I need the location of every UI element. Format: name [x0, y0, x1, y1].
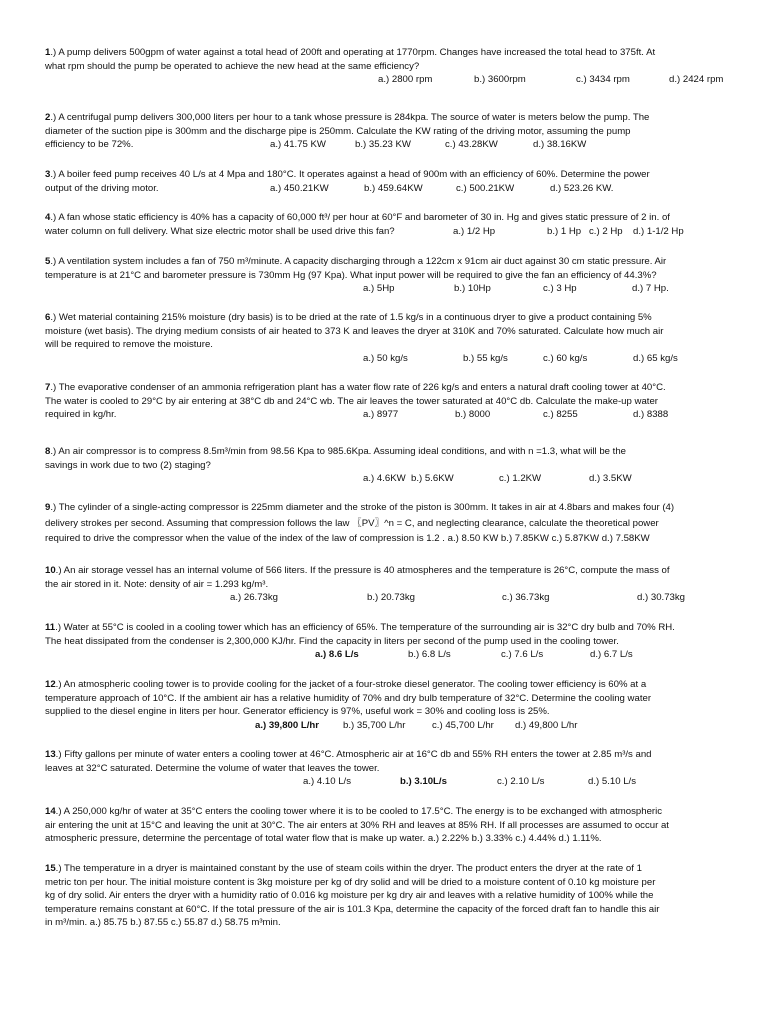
answer-choices — [45, 472, 725, 486]
question-6 — [45, 311, 725, 365]
choice-b: b.) 35,700 L/hr — [343, 719, 406, 731]
choice-b: b.) 3.10L/s — [400, 776, 447, 788]
choice-d: d.) 6.7 L/s — [590, 649, 633, 661]
choice-b: b.) 35.23 KW — [355, 139, 411, 151]
question-text: will be required to remove the moisture. — [45, 339, 213, 351]
question-text: diameter of the suction pipe is 300mm and the discharge pipe is 250mm. Calculate the KW rating of the driving motor, assuming the pump — [45, 125, 631, 137]
question-text: .) Water at 55°C is cooled in a cooling tower which has an efficiency of 65%. The temperature of the surrounding air is 32°C dry bulb and 70% RH. — [55, 622, 675, 633]
question-text: .) An air compressor is to compress 8.5m³/min from 98.56 Kpa to 985.6Kpa. Assuming ideal conditions, and with n =1.3, what will be the — [50, 446, 626, 457]
question-13 — [45, 748, 725, 789]
choice-d: d.) 3.5KW — [589, 473, 632, 485]
choice-a: a.) 2800 rpm — [378, 74, 433, 86]
question-number: 4 — [45, 212, 51, 223]
choice-c: c.) 8255 — [543, 409, 578, 421]
choice-a: a.) 450.21KW — [270, 182, 329, 194]
question-text: .) A centrifugal pump delivers 300,000 liters per hour to a tank whose pressure is 284kpa. The source of water is meters below the pump. The — [50, 112, 650, 123]
choice-a: a.) 39,800 L/hr — [255, 719, 319, 731]
question-text: .) A boiler feed pump receives 40 L/s at 4 Mpa and 180°C. It operates against a head of 900m with an efficiency of 60%. Determine the power — [50, 169, 650, 180]
question-text: .) The cylinder of a single-acting compressor is 225mm diameter and the stroke of the piston is 300mm. It takes in air at 4.8bars and makes four (4) — [50, 502, 675, 513]
choice-a: a.) 1/2 Hp — [453, 225, 496, 237]
choice-b: b.) 55 kg/s — [463, 352, 508, 364]
question-number: 5 — [45, 256, 51, 267]
question-number: 10 — [45, 565, 56, 576]
answer-choices — [45, 282, 725, 296]
question-2 — [45, 111, 725, 152]
choice-c: c.) 45,700 L/hr — [432, 719, 494, 731]
choice-d: d.) 523.26 KW. — [550, 182, 614, 194]
question-text: temperature approach of 10°C. If the ambient air has a relative humidity of 70% and dry bulb temperature of 32°C. Determine the cooling water — [45, 692, 652, 704]
choice-b: b.) 20.73kg — [367, 592, 416, 604]
answer-choices — [45, 719, 725, 733]
question-text: .) A fan whose static efficiency is 40% has a capacity of 60,000 ft³/ per hour at 60°F and barometer of 30 in. Hg and gives static pressure of 2 in. of — [50, 212, 670, 223]
choice-a: a.) 26.73kg — [230, 592, 279, 604]
question-number: 2 — [45, 112, 51, 123]
choice-b: b.) 5.6KW — [411, 473, 454, 485]
choice-b: b.) 3600rpm — [474, 74, 526, 86]
question-number: 9 — [45, 502, 51, 513]
question-15 — [45, 862, 725, 930]
answer-choices — [45, 648, 725, 662]
answer-choices — [45, 352, 725, 366]
choice-d: d.) 5.10 L/s — [588, 776, 636, 788]
question-text: .) The evaporative condenser of an ammonia refrigeration plant has a water flow rate of 226 kg/s and enters a natural draft cooling tower at 40°C. — [50, 382, 666, 393]
choice-d: d.) 38.16KW — [533, 139, 587, 151]
question-text: required to drive the compressor when the value of the index of the law of compression is 1.2 . a.) 8.50 KW b.) 7.85KW c.) 5.87KW d.) 7.58KW — [45, 533, 650, 544]
choice-d: d.) 7 Hp. — [632, 283, 669, 295]
question-number: 3 — [45, 169, 51, 180]
question-text: the air stored in it. Note: density of air = 1.293 kg/m³. — [45, 578, 269, 590]
question-text: temperature remains constant at 60°C. If the total pressure of the air is 101.3 Kpa, determine the capacity of the forced draft fan to handle this air — [45, 903, 660, 915]
question-14 — [45, 805, 725, 846]
choice-a: a.) 8977 — [363, 409, 399, 421]
answer-choices — [45, 591, 725, 605]
question-text: water column on full delivery. What size electric motor shall be used drive this fan? — [45, 225, 395, 237]
question-9 — [45, 500, 725, 547]
question-number: 14 — [45, 806, 56, 817]
choice-c: c.) 7.6 L/s — [501, 649, 544, 661]
choice-b: b.) 10Hp — [454, 283, 491, 295]
choice-c: c.) 2.10 L/s — [497, 776, 545, 788]
question-text: leaves at 32°C saturated. Determine the volume of water that leaves the tower. — [45, 762, 380, 774]
choice-a: a.) 4.10 L/s — [303, 776, 351, 788]
answer-choices — [45, 775, 725, 789]
choice-b: b.) 459.64KW — [364, 182, 423, 194]
question-text: .) Fifty gallons per minute of water enters a cooling tower at 46°C. Atmospheric air at 16°C db and 55% RH enters the tower at 2.85 m³/s and — [55, 749, 652, 760]
question-text: .) An atmospheric cooling tower is to provide cooling for the jacket of a four-stroke diesel generator. The cooling tower efficiency is 60% at a — [55, 679, 647, 690]
choice-a: a.) 50 kg/s — [363, 352, 408, 364]
choice-b: b.) 1 Hp — [547, 225, 582, 237]
question-text: .) A ventilation system includes a fan of 750 m³/minute. A capacity discharging through a 122cm x 91cm air duct against 30 cm static pressure. Air — [50, 256, 667, 267]
choice-a: a.) 8.6 L/s — [315, 649, 359, 661]
choice-c: c.) 2 Hp — [589, 225, 623, 237]
question-number: 6 — [45, 312, 51, 323]
choice-b: b.) 6.8 L/s — [408, 649, 451, 661]
choice-d: d.) 2424 rpm — [669, 74, 724, 86]
question-text: required in kg/hr. — [45, 409, 117, 421]
choice-c: c.) 36.73kg — [502, 592, 550, 604]
choice-c: c.) 60 kg/s — [543, 352, 588, 364]
question-text: .) An air storage vessel has an internal volume of 566 liters. If the pressure is 40 atmospheres and the temperature is 26°C, compute the mass of — [55, 565, 670, 576]
question-text: The water is cooled to 29°C by air entering at 38°C db and 24°C wb. The air leaves the tower saturated at 40°C db. Calculate the make-up water — [45, 395, 658, 407]
choice-c: c.) 3434 rpm — [576, 74, 630, 86]
question-4 — [45, 211, 725, 238]
question-number: 7 — [45, 382, 51, 393]
question-text: moisture (wet basis). The drying medium consists of air heated to 373 K and leaves the dryer at 310K and 70% saturated. Calculate how much air — [45, 325, 664, 337]
question-10 — [45, 564, 725, 605]
choice-b: b.) 8000 — [455, 409, 491, 421]
answer-choices — [45, 73, 725, 87]
question-text: air entering the unit at 15°C and leaving the unit at 30°C. The air enters at 30% RH and leaves at 85% RH. If all processes are assumed to occur at — [45, 819, 669, 831]
question-text: atmospheric pressure, determine the percentage of total water flow that is make up water. a.) 2.22% b.) 3.33% c.) 4.44% d.) 1.11%. — [45, 833, 602, 845]
question-number: 11 — [45, 622, 56, 633]
question-12 — [45, 678, 725, 732]
question-8 — [45, 445, 725, 486]
question-text: .) A pump delivers 500gpm of water against a total head of 200ft and operating at 1770rpm. Changes have increased the total head to 375ft. At — [50, 47, 656, 58]
question-1 — [45, 46, 725, 87]
choice-c: c.) 43.28KW — [445, 139, 498, 151]
question-text: temperature is at 21°C and barometer pressure is 730mm Hg (97 Kpa). What input power will be required to give the fan an efficiency of 44.3%? — [45, 269, 657, 281]
question-number: 15 — [45, 863, 56, 874]
question-5 — [45, 255, 725, 296]
choice-a: a.) 4.6KW — [363, 473, 406, 485]
choice-d: d.) 1-1/2 Hp — [633, 225, 684, 237]
question-text: supplied to the diesel engine in liters per hour. Generator efficiency is 97%, useful work = 30% and cooling loss is 25%. — [45, 706, 550, 718]
question-text: output of the driving motor. — [45, 182, 159, 194]
question-11 — [45, 621, 725, 662]
question-text: kg of dry solid. Air enters the dryer with a humidity ratio of 0.016 kg moisture per kg dry air and leaves with a relative humidity of 100% while the — [45, 890, 654, 902]
question-text: efficiency to be 72%. — [45, 139, 134, 151]
choice-d: d.) 49,800 L/hr — [515, 719, 578, 731]
question-3 — [45, 168, 725, 195]
choice-a: a.) 41.75 KW — [270, 139, 326, 151]
question-text: .) A 250,000 kg/hr of water at 35°C enters the cooling tower where it is to be cooled to 17.5°C. The energy is to be exchanged with atmospheric — [55, 806, 663, 817]
question-text: .) Wet material containing 215% moisture (dry basis) is to be dried at the rate of 1.5 kg/s in a continuous dryer to give a product containing 5% — [50, 312, 652, 323]
question-number: 13 — [45, 749, 56, 760]
question-text: The heat dissipated from the condenser is 2,300,000 KJ/hr. Find the capacity in liters per second of the pump used in the cooling tower. — [45, 635, 619, 647]
question-text: .) The temperature in a dryer is maintained constant by the use of steam coils within the dryer. The product enters the dryer at the rate of 1 — [55, 863, 642, 874]
choice-d: d.) 30.73kg — [637, 592, 686, 604]
question-text: in m³/min. a.) 85.75 b.) 87.55 c.) 55.87 d.) 58.75 m³min. — [45, 917, 281, 929]
question-text: delivery strokes per second. Assuming that compression follows the law 〖PV〗^n = C, and neglecting clearance, calculate the theoretical power — [45, 517, 659, 529]
choice-c: c.) 3 Hp — [543, 283, 577, 295]
question-number: 8 — [45, 446, 51, 457]
choice-d: d.) 8388 — [633, 409, 669, 421]
question-text: savings in work due to two (2) staging? — [45, 459, 211, 471]
question-text: metric ton per hour. The initial moisture content is 3kg moisture per kg of dry solid and will be dried to a moisture content of 0.10 kg moisture per — [45, 876, 656, 888]
question-number: 12 — [45, 679, 56, 690]
question-number: 1 — [45, 47, 51, 58]
choice-d: d.) 65 kg/s — [633, 352, 678, 364]
question-text: what rpm should the pump be operated to achieve the new head at the same efficiency? — [45, 60, 420, 72]
choice-c: c.) 1.2KW — [499, 473, 542, 485]
question-7 — [45, 381, 725, 422]
choice-a: a.) 5Hp — [363, 283, 395, 295]
choice-c: c.) 500.21KW — [456, 182, 515, 194]
